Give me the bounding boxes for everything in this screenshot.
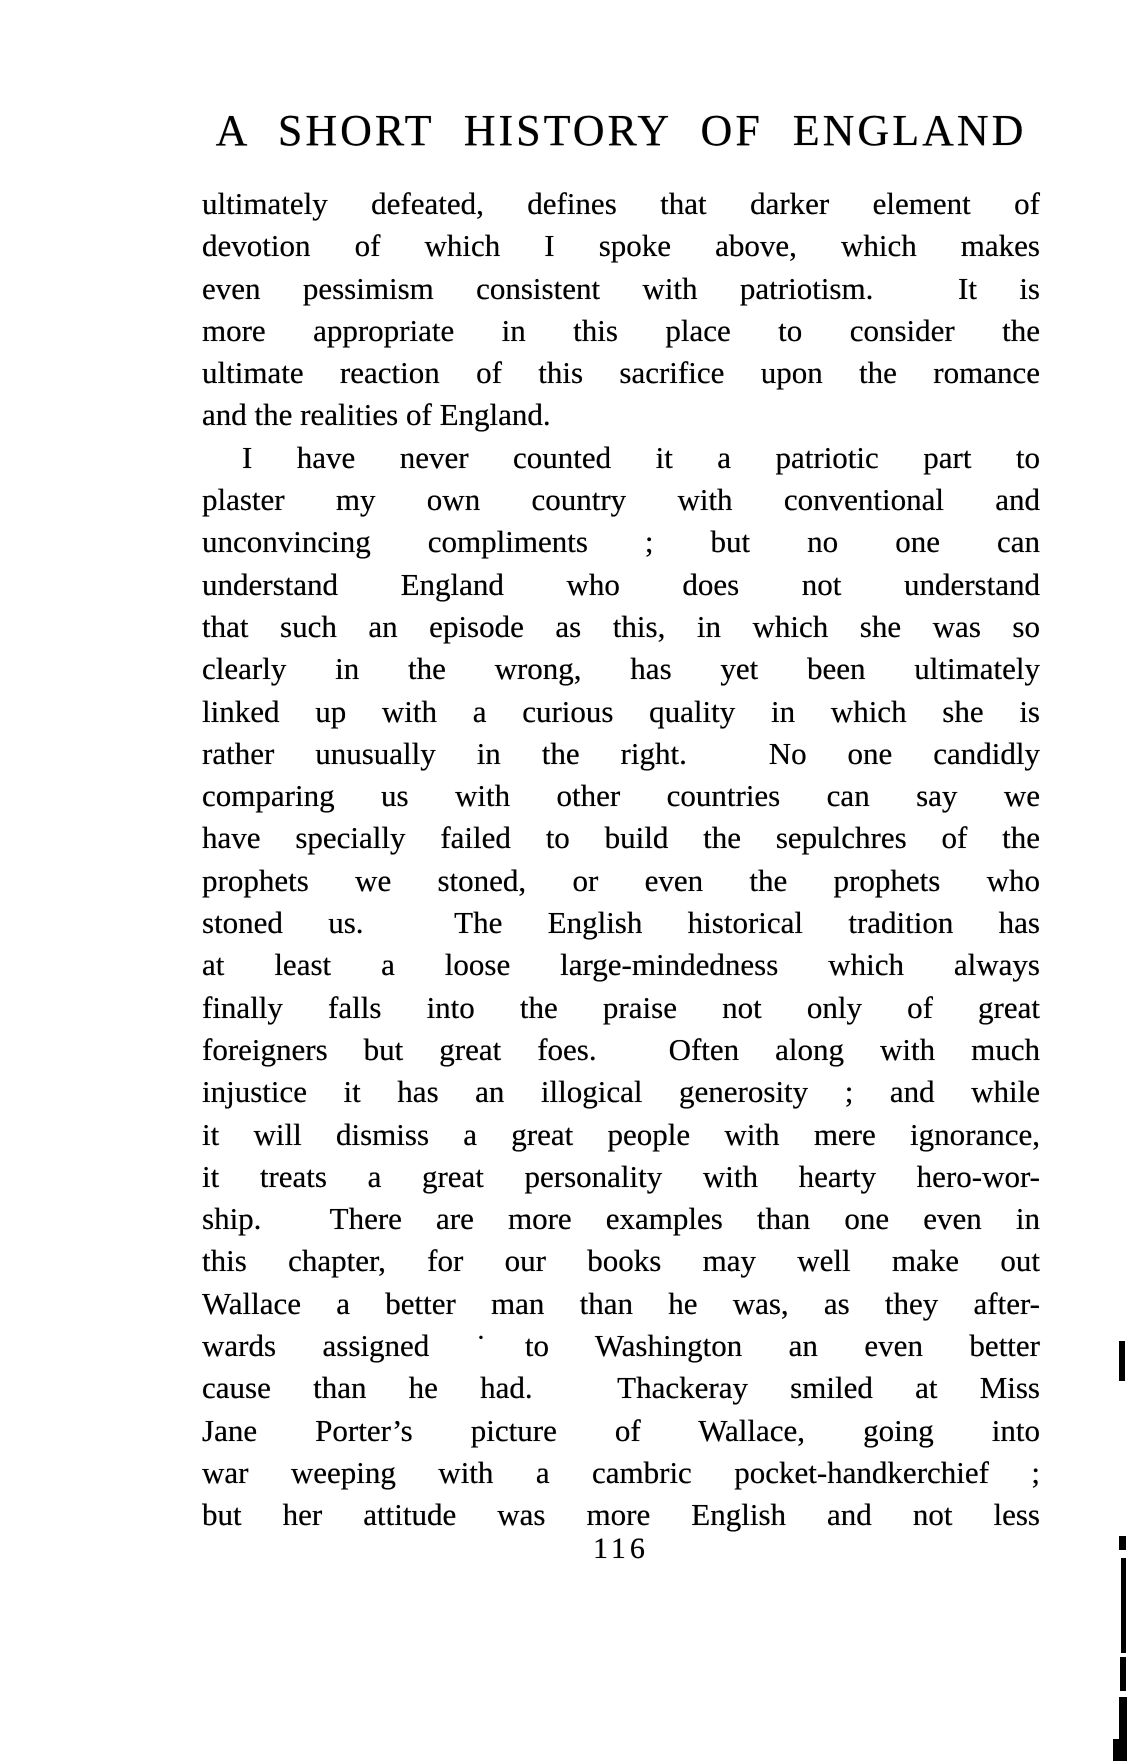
body-text-line: rather unusually in the right. No one candidly [202, 735, 1040, 771]
body-text-line-paragraph-start: I have never counted it a patriotic part to [242, 439, 1040, 475]
body-text-line-paragraph-end: and the realities of England. [202, 397, 551, 433]
body-text-line: war weeping with a cambric pocket-handkerchief ; [202, 1454, 1040, 1490]
body-text-line: wards assigned ˙to Washington an even better [202, 1328, 1040, 1364]
body-text-line: more appropriate in this place to consider the [202, 312, 1040, 348]
body-text-line: ship. There are more examples than one even in [202, 1201, 1040, 1237]
body-text-line: it treats a great personality with hearty hero-wor- [202, 1158, 1040, 1194]
body-text-line: ultimately defeated, defines that darker element of [202, 186, 1040, 221]
page-number: 116 [593, 1532, 649, 1565]
scan-artifact-right-edge [1121, 1558, 1126, 1653]
body-text-line: clearly in the wrong, has yet been ultimately [202, 651, 1040, 687]
body-text-line: stoned us. The English historical tradition has [202, 905, 1040, 941]
body-text-line: even pessimism consistent with patriotism. It is [202, 270, 1040, 306]
body-text-line: that such an episode as this, in which she was so [202, 608, 1040, 644]
body-text-line: this chapter, for our books may well make out [202, 1243, 1040, 1279]
body-text-line: finally falls into the praise not only of great [202, 989, 1040, 1025]
body-text-line: it will dismiss a great people with mere ignorance, [202, 1116, 1040, 1152]
body-text-line: plaster my own country with conventional and [202, 482, 1040, 518]
body-text-line: Jane Porter’s picture of Wallace, going into [202, 1412, 1040, 1448]
body-text-line: prophets we stoned, or even the prophets who [202, 862, 1040, 898]
body-text-line: understand England who does not understand [202, 566, 1040, 602]
scan-artifact-right-edge [1119, 1536, 1126, 1550]
body-text-line: Wallace a better man than he was, as they after- [202, 1285, 1040, 1321]
scan-artifact-right-edge [1119, 1341, 1125, 1381]
running-header: A SHORT HISTORY OF ENGLAND [215, 106, 1027, 155]
body-text-line: at least a loose large-mindedness which always [202, 947, 1040, 983]
body-text-block [202, 183, 1040, 1537]
body-text-line: foreigners but great foes. Often along with much [202, 1031, 1040, 1067]
body-text-line: linked up with a curious quality in which she is [202, 693, 1040, 729]
body-text-line: ultimate reaction of this sacrifice upon the romance [202, 355, 1040, 391]
body-text-line: unconvincing compliments ; but no one can [202, 524, 1040, 560]
scan-artifact-right-edge [1120, 1657, 1126, 1691]
body-text-line: but her attitude was more English and not less [202, 1497, 1040, 1533]
body-text-line: devotion of which I spoke above, which makes [202, 228, 1040, 264]
body-text-line: cause than he had. Thackeray smiled at Miss [202, 1370, 1040, 1406]
scan-artifact-right-edge [1113, 1739, 1127, 1761]
body-text-line: have specially failed to build the sepulchres of the [202, 820, 1040, 856]
body-text-line: injustice it has an illogical generosity ; and while [202, 1074, 1040, 1110]
body-text-line: comparing us with other countries can say we [202, 778, 1040, 814]
